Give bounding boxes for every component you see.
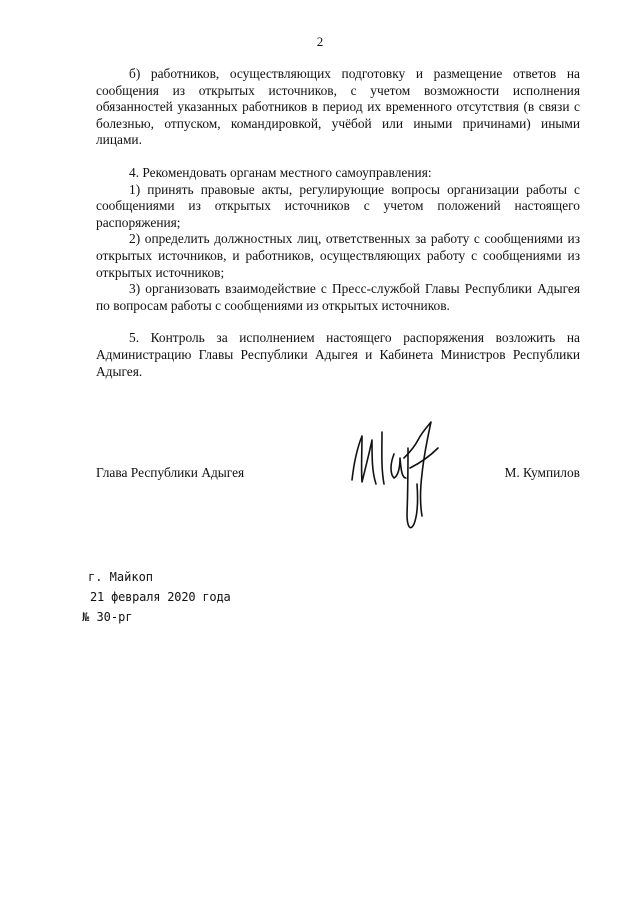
document-date: 21 февраля 2020 года [90, 590, 231, 604]
document-body [96, 66, 580, 380]
handwritten-signature [346, 418, 446, 536]
paragraph-4-item-2: 2) определить должностных лиц, ответственных за работу с сообщениями из открытых источников, и работников, осуществляющих работу с сообщениями из открытых источников; [96, 231, 580, 280]
paragraph-5-control: 5. Контроль за исполнением настоящего распоряжения возложить на Администрацию Главы Республики Адыгея и Кабинета Министров Республики Адыгея. [96, 330, 580, 379]
signer-title: Глава Республики Адыгея [96, 465, 245, 480]
page-number: 2 [316, 34, 324, 49]
paragraph-b-workers: б) работников, осуществляющих подготовку и размещение ответов на сообщения из открытых источников, с учетом возможности исполнения обязанностей указанных работников в период их временного отсутствия (в связи с болезнью, отпуском, командировкой, учёбой или иными причинами) иными лицами. [96, 66, 580, 148]
signature-block [96, 418, 580, 538]
signer-name: М. Кумпилов [504, 465, 580, 480]
paragraph-4-item-3: 3) организовать взаимодействие с Пресс-службой Главы Республики Адыгея по вопросам работы с сообщениями из открытых источников. [96, 281, 580, 313]
document-city: г. Майкоп [88, 570, 154, 584]
paragraph-4-recommend: 4. Рекомендовать органам местного самоуправления: [129, 164, 432, 180]
document-number: № 30-рг [82, 610, 133, 624]
document-meta [82, 567, 231, 627]
paragraph-4-item-1: 1) принять правовые акты, регулирующие вопросы организации работы с сообщениями из открытых источников с учетом положений настоящего распоряжения; [96, 181, 580, 230]
